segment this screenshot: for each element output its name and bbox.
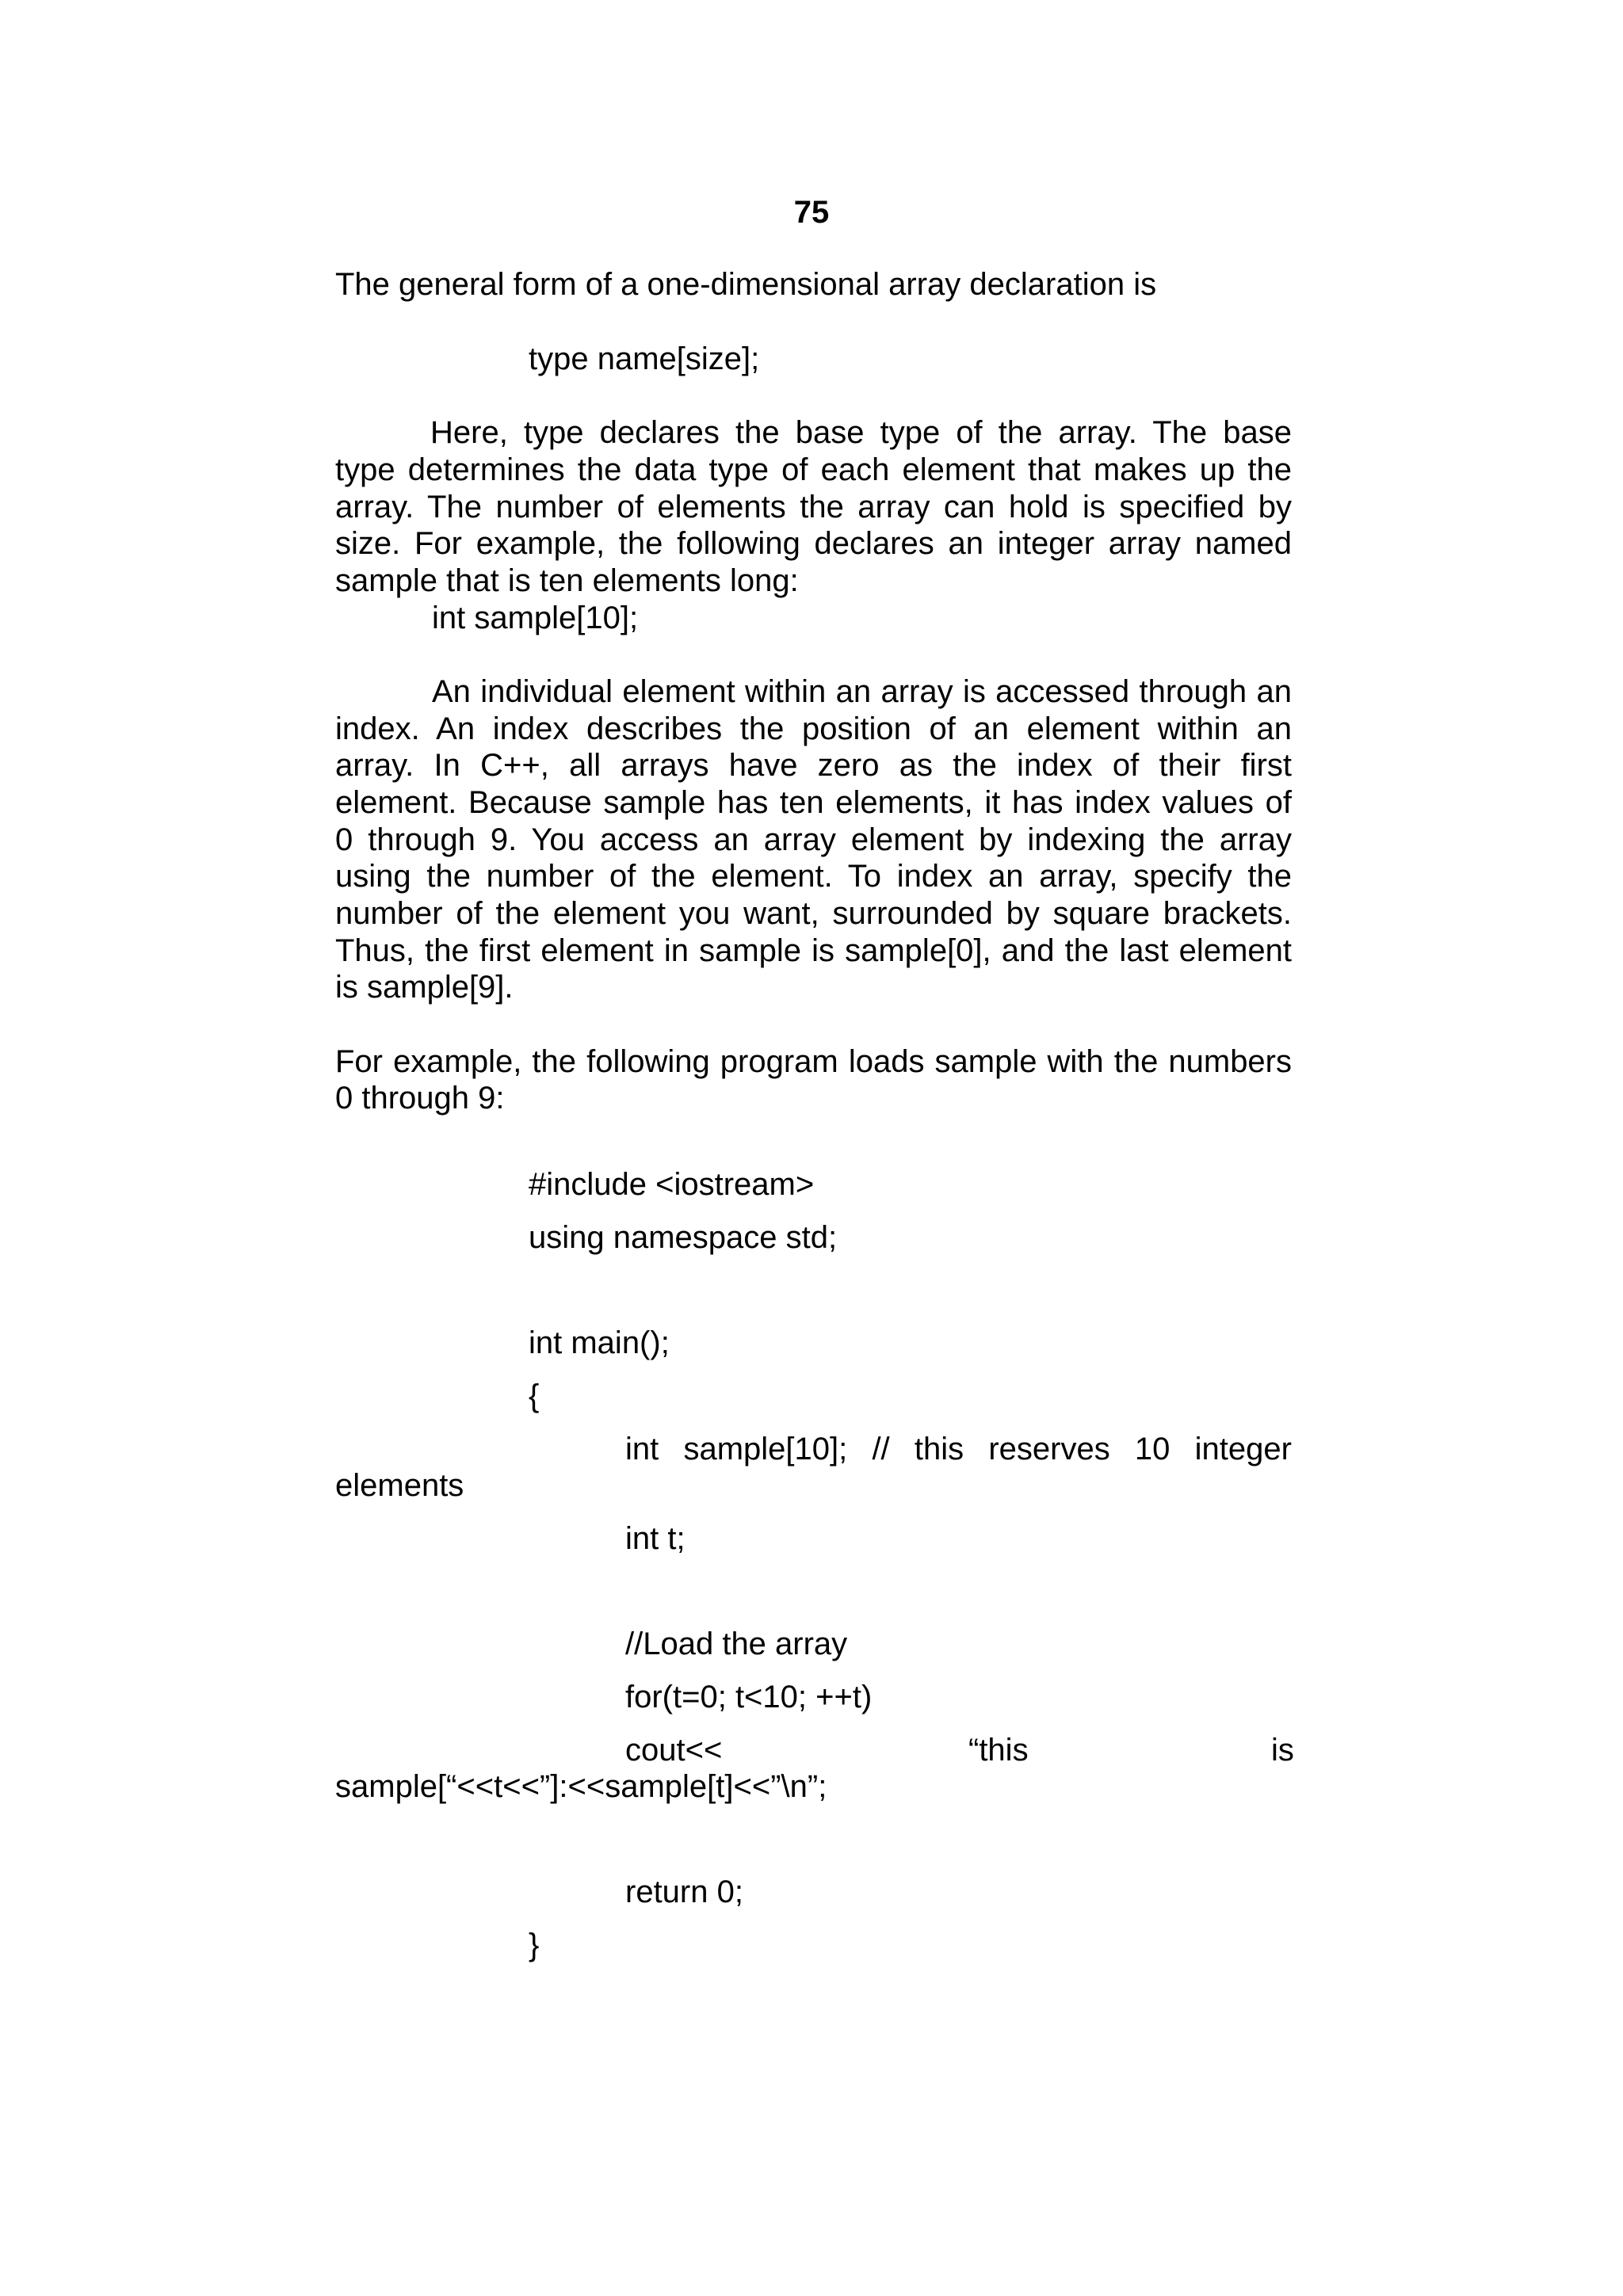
- code-line-main: int main();: [529, 1325, 670, 1360]
- code-line-cout-wrap: sample[“<<t<<”]:<<sample[t]<<”\n”;: [335, 1769, 827, 1804]
- code-line-for: for(t=0; t<10; ++t): [625, 1680, 873, 1714]
- paragraph-line: using the number of the element. To index an array, specify the: [335, 859, 1292, 894]
- code-line-array-decl-wrap: elements: [335, 1468, 464, 1503]
- code-token: //: [872, 1432, 890, 1466]
- code-token: reserves: [988, 1432, 1110, 1466]
- declaration-syntax: type name[size];: [529, 341, 760, 376]
- paragraph-line: element. Because sample has ten elements, it has index values of: [335, 785, 1292, 820]
- code-line-array-decl: [625, 1431, 1292, 1467]
- paragraph-line: Thus, the first element in sample is sample[0], and the last element: [335, 933, 1292, 968]
- code-line-return: return 0;: [625, 1875, 743, 1909]
- paragraph-line: An individual element within an array is accessed through an: [432, 674, 1292, 709]
- code-token: integer: [1194, 1432, 1292, 1466]
- paragraph-line: sample that is ten elements long:: [335, 563, 799, 598]
- code-line-comment: //Load the array: [625, 1627, 848, 1661]
- page-number: 75: [793, 195, 830, 230]
- code-line-using: using namespace std;: [529, 1220, 838, 1255]
- paragraph-line: type determines the data type of each element that makes up the: [335, 452, 1292, 487]
- paragraph-line: is sample[9].: [335, 970, 514, 1005]
- code-token: int: [625, 1432, 659, 1466]
- intro-line: The general form of a one-dimensional array declaration is: [335, 267, 1157, 302]
- paragraph-line: 0 through 9. You access an array element by indexing the array: [335, 822, 1292, 857]
- code-line-open-brace: {: [529, 1379, 540, 1413]
- code-line-close-brace: }: [529, 1928, 540, 1962]
- paragraph-line: For example, the following program loads sample with the numbers: [335, 1044, 1292, 1079]
- code-token: sample[10];: [683, 1432, 848, 1466]
- paragraph-line: 0 through 9:: [335, 1081, 505, 1116]
- code-line-include: #include <iostream>: [529, 1167, 815, 1202]
- paragraph-line: number of the element you want, surrounded by square brackets.: [335, 896, 1292, 931]
- code-token: this: [914, 1432, 964, 1466]
- code-token: 10: [1134, 1432, 1170, 1466]
- paragraph-line: array. In C++, all arrays have zero as the index of their first: [335, 748, 1292, 783]
- code-line-cout-part1: cout<<: [625, 1733, 723, 1768]
- code-line-cout-part3: is: [1271, 1733, 1294, 1768]
- paragraph-line: size. For example, the following declares an integer array named: [335, 526, 1292, 561]
- code-line-int-t: int t;: [625, 1521, 685, 1556]
- paragraph-line: Here, type declares the base type of the array. The base: [430, 415, 1292, 450]
- inline-code: int sample[10];: [432, 601, 639, 635]
- code-line-cout-part2: “this: [968, 1733, 1029, 1768]
- paragraph-line: array. The number of elements the array can hold is specified by: [335, 490, 1292, 524]
- paragraph-line: index. An index describes the position of an element within an: [335, 711, 1292, 746]
